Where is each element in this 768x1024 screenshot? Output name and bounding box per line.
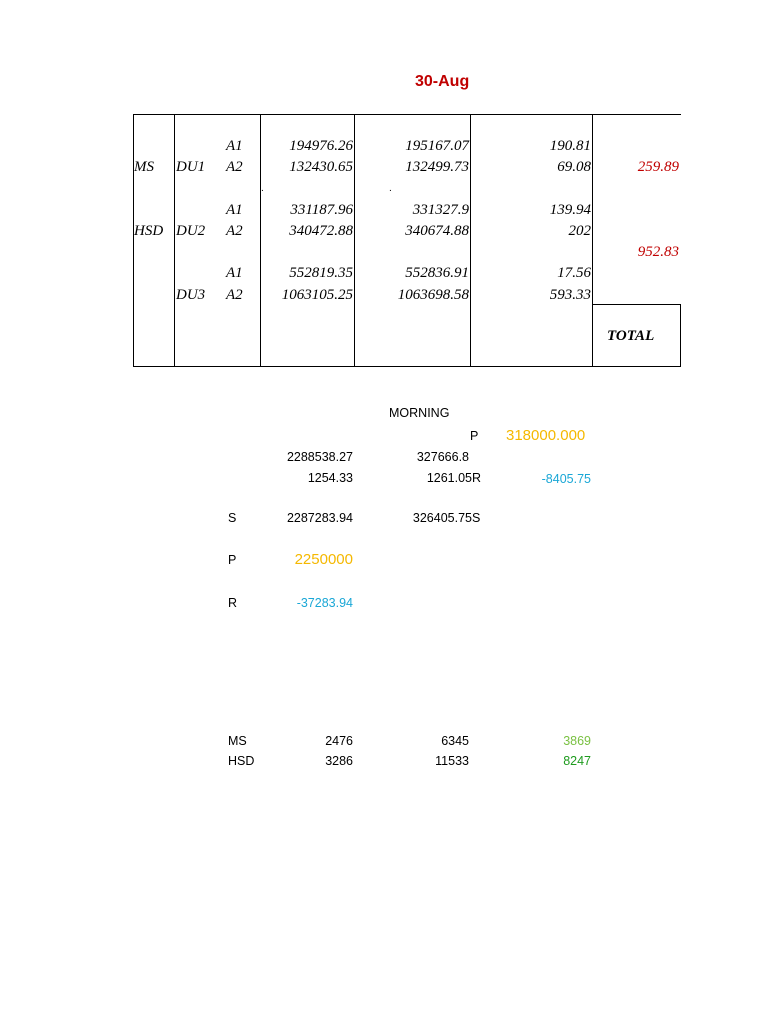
right-mid-value: 1261.05 (426, 471, 472, 485)
close-reading-cell: 1063698.58 (397, 287, 469, 303)
r-label-left: R (228, 596, 238, 610)
du1-label: DU1 (176, 159, 206, 175)
p-label-left: P (228, 553, 237, 567)
close-reading-cell: 195167.07 (405, 138, 469, 154)
nozzle-cell: A2 (226, 223, 243, 239)
r-label-right: R (472, 471, 482, 485)
diff-cell: 17.56 (557, 265, 591, 281)
summary-label: HSD (228, 754, 255, 768)
dot-mark: . (389, 183, 392, 194)
left-mid-value: 1254.33 (307, 471, 353, 485)
close-reading-cell: 331327.9 (412, 202, 469, 218)
table-col-line-2 (174, 114, 175, 367)
left-top-value: 2288538.27 (286, 450, 353, 464)
sheet-title: 30-Aug (415, 73, 470, 90)
total-box-top (592, 304, 681, 305)
diff-cell: 69.08 (557, 159, 591, 175)
s-label-right: S (472, 511, 481, 525)
total-label: TOTAL (607, 328, 655, 344)
s-label-left: S (228, 511, 237, 525)
r-value-right: -8405.75 (541, 472, 591, 486)
table-col-line-1 (133, 114, 134, 367)
diff-cell: 593.33 (549, 287, 591, 303)
table-bottom-border (133, 366, 681, 367)
table-top-border (133, 114, 681, 115)
open-reading-cell: 132430.65 (289, 159, 353, 175)
p-value-right: 318000.000 (506, 427, 586, 444)
nozzle-cell: A2 (226, 287, 243, 303)
summary-a-value: 2476 (325, 734, 353, 748)
du2-label: DU2 (176, 223, 206, 239)
right-top-value: 327666.8 (416, 450, 469, 464)
s-value-left: 2287283.94 (286, 511, 353, 525)
total-box-right (680, 304, 681, 367)
p-label-right: P (470, 429, 479, 443)
close-reading-cell: 552836.91 (405, 265, 469, 281)
p-value-left: 2250000 (294, 551, 353, 568)
table-col-line-6 (592, 114, 593, 367)
nozzle-cell: A1 (226, 202, 243, 218)
open-reading-cell: 194976.26 (289, 138, 353, 154)
close-reading-cell: 132499.73 (405, 159, 469, 175)
open-reading-cell: 552819.35 (289, 265, 353, 281)
open-reading-cell: 331187.96 (290, 202, 353, 218)
diff-cell: 202 (568, 223, 591, 239)
close-reading-cell: 340674.88 (405, 223, 469, 239)
ms-label: MS (134, 159, 154, 175)
summary-b-value: 11533 (435, 754, 469, 768)
hsd-label: HSD (134, 223, 164, 239)
open-reading-cell: 340472.88 (289, 223, 353, 239)
table-col-line-5 (470, 114, 471, 367)
r-value-left: -37283.94 (296, 596, 353, 610)
hsd-total-value: 952.83 (637, 244, 679, 260)
nozzle-cell: A1 (226, 138, 243, 154)
diff-cell: 190.81 (549, 138, 591, 154)
du3-label: DU3 (176, 287, 206, 303)
ms-total-value: 259.89 (637, 159, 679, 175)
morning-label: MORNING (389, 406, 450, 420)
nozzle-cell: A2 (226, 159, 243, 175)
summary-diff-value: 8247 (563, 754, 591, 768)
summary-diff-value: 3869 (563, 734, 591, 748)
table-col-line-3 (260, 114, 261, 367)
summary-b-value: 6345 (441, 734, 469, 748)
open-reading-cell: 1063105.25 (281, 287, 353, 303)
nozzle-cell: A1 (226, 265, 243, 281)
diff-cell: 139.94 (549, 202, 591, 218)
summary-label: MS (228, 734, 247, 748)
summary-a-value: 3286 (325, 754, 353, 768)
s-value-right: 326405.75 (412, 511, 472, 525)
table-col-line-4 (354, 114, 355, 367)
dot-mark: . (261, 183, 264, 194)
